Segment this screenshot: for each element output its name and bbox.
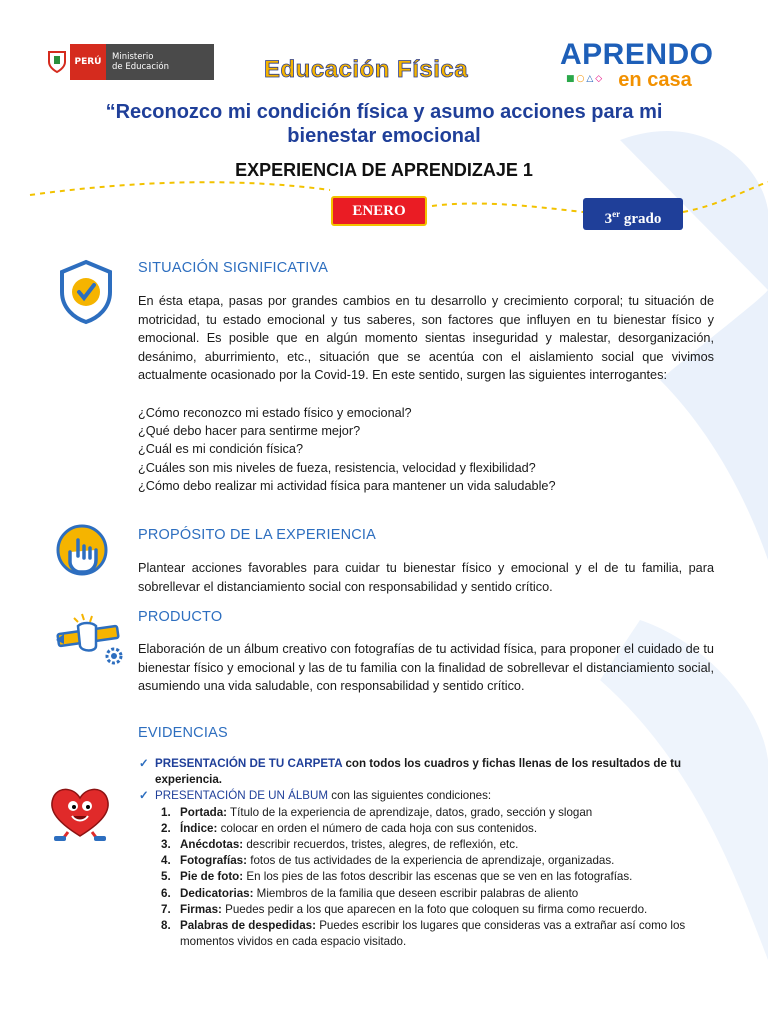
hand-pointer-icon [56,522,112,582]
evidence-item [139,756,715,788]
question-item: ¿Qué debo hacer para sentirme mejor? [138,424,361,439]
condition-item [155,853,715,869]
producto-heading: PRODUCTO [138,609,223,625]
condition-label: Firmas: [180,902,222,916]
page-title: “Reconozco mi condición física y asumo acciones para mi bienestar emocional [105,101,663,147]
evidence-item [139,788,715,804]
pencil-gear-icon [52,612,132,672]
condition-label: Dedicatorias: [180,886,254,900]
condition-label: Índice: [180,821,218,835]
condition-number: 1. [161,805,171,819]
condition-number: 2. [161,821,171,835]
heart-mascot-icon [44,784,116,846]
condition-label: Anécdotas: [180,838,244,852]
condition-item [155,886,715,902]
condition-text: fotos de tus actividades de la experiencia de aprendizaje, organizadas. [247,854,615,868]
ministry-line-2: de Educación [112,62,169,72]
condition-number: 7. [161,902,171,916]
condition-label: Palabras de despedidas: [180,919,316,933]
conditions-list [155,805,715,951]
condition-label: Portada: [180,805,228,819]
condition-item [155,902,715,918]
condition-text: En los pies de las fotos describir las escenas que se ven en las fotografías. [243,870,633,884]
peru-label: PERÚ [70,44,106,80]
situacion-text: En ésta etapa, pasas por grandes cambios en tu desarrollo y crecimiento corporal; tu situación de motricidad, tu estado emocional y tus saberes, son factores que influyen en tu bienestar físico y emocional. Es posible que en algún momento sientas inseguridad y malestar, desorganización, desánimo, aburrimiento, etc., situación que se acentúa con el aislamiento social que vivimos actualmente ocasionado por la Covid-19. En este sentido, surgen las siguientes interrogantes: [138,294,714,382]
check-icon: ✓ [139,789,149,803]
condition-item [155,805,715,821]
aprendo-en-casa-logo [560,38,714,91]
condition-item [155,821,715,837]
subject-title: Educación Física [264,56,469,83]
proposito-text: Plantear acciones favorables para cuidar tu bienestar físico y emocional y el de tu familia, para sobrellevar el distanciamiento social con responsabilidad y sentido crítico. [138,561,714,594]
condition-text: Puedes pedir a los que aparecen en la foto que coloquen su firma como recuerdo. [221,902,648,916]
evidence-item-text: con las siguientes condiciones: [328,789,492,803]
condition-number: 3. [161,838,171,852]
condition-item [155,869,715,885]
condition-item [155,918,715,950]
experience-title: EXPERIENCIA DE APRENDIZAJE 1 [235,160,533,180]
grade-badge [583,198,683,230]
grade-number: 3 [604,211,613,227]
condition-text: describir recuerdos, tristes, alegres, de reflexión, etc. [243,838,519,852]
proposito-heading: PROPÓSITO DE LA EXPERIENCIA [138,527,377,543]
producto-text: Elaboración de un álbum creativo con fotografías de tu actividad física, para proponer el cuidado de tu bienestar físico y emocional y las de tu familia con la finalidad de sobrellevar el distanciamiento social, asumiendo una vida saludable, con responsabilidad y sentido crítico. [138,642,714,693]
condition-number: 4. [161,854,171,868]
evidencias-list [139,756,715,950]
evidence-item-highlight: PRESENTACIÓN DE TU CARPETA [155,757,343,770]
condition-text: Miembros de la familia que deseen escribir palabras de aliento [253,886,579,900]
grade-word: grado [623,211,662,227]
brand-line-1: APRENDO [560,38,714,71]
condition-item [155,837,715,853]
ministry-line-1: Ministerio [112,52,154,62]
ministry-logo [44,44,214,80]
shield-check-icon [56,258,116,330]
condition-number: 6. [161,886,171,900]
situacion-heading: SITUACIÓN SIGNIFICATIVA [138,260,329,276]
question-item: ¿Cuál es mi condición física? [138,442,304,457]
grade-superscript: er [612,209,621,219]
peru-shield-icon [44,44,70,80]
condition-label: Fotografías: [180,854,247,868]
condition-label: Pie de foto: [180,870,244,884]
brand-line-2: en casa [618,69,692,91]
condition-text: Puedes escribir los lugares que consideras vas a extrañar así como los momentos vividos en cada espacio visitado. [180,919,686,949]
condition-number: 5. [161,870,171,884]
question-item: ¿Cómo reconozco mi estado físico y emocional? [138,406,412,420]
month-badge: ENERO [331,196,427,226]
brand-shapes-icon: ■○△◇ [566,74,605,84]
ministry-label [106,44,214,80]
condition-text: colocar en orden el número de cada hoja con sus contenidos. [217,821,538,835]
questions-list [138,404,718,495]
question-item: ¿Cuáles son mis niveles de fueza, resistencia, velocidad y flexibilidad? [138,460,536,475]
condition-number: 8. [161,919,171,933]
evidence-item-text: con todos los cuadros y fichas llenas de los resultados de tu experiencia. [155,757,682,787]
evidence-item-highlight: PRESENTACIÓN DE UN ÁLBUM [155,789,329,803]
question-item: ¿Cómo debo realizar mi actividad física para mantener un vida saludable? [138,478,556,493]
condition-text: Título de la experiencia de aprendizaje, datos, grado, sección y slogan [227,805,593,819]
evidencias-heading: EVIDENCIAS [138,725,228,741]
check-icon: ✓ [139,757,149,770]
